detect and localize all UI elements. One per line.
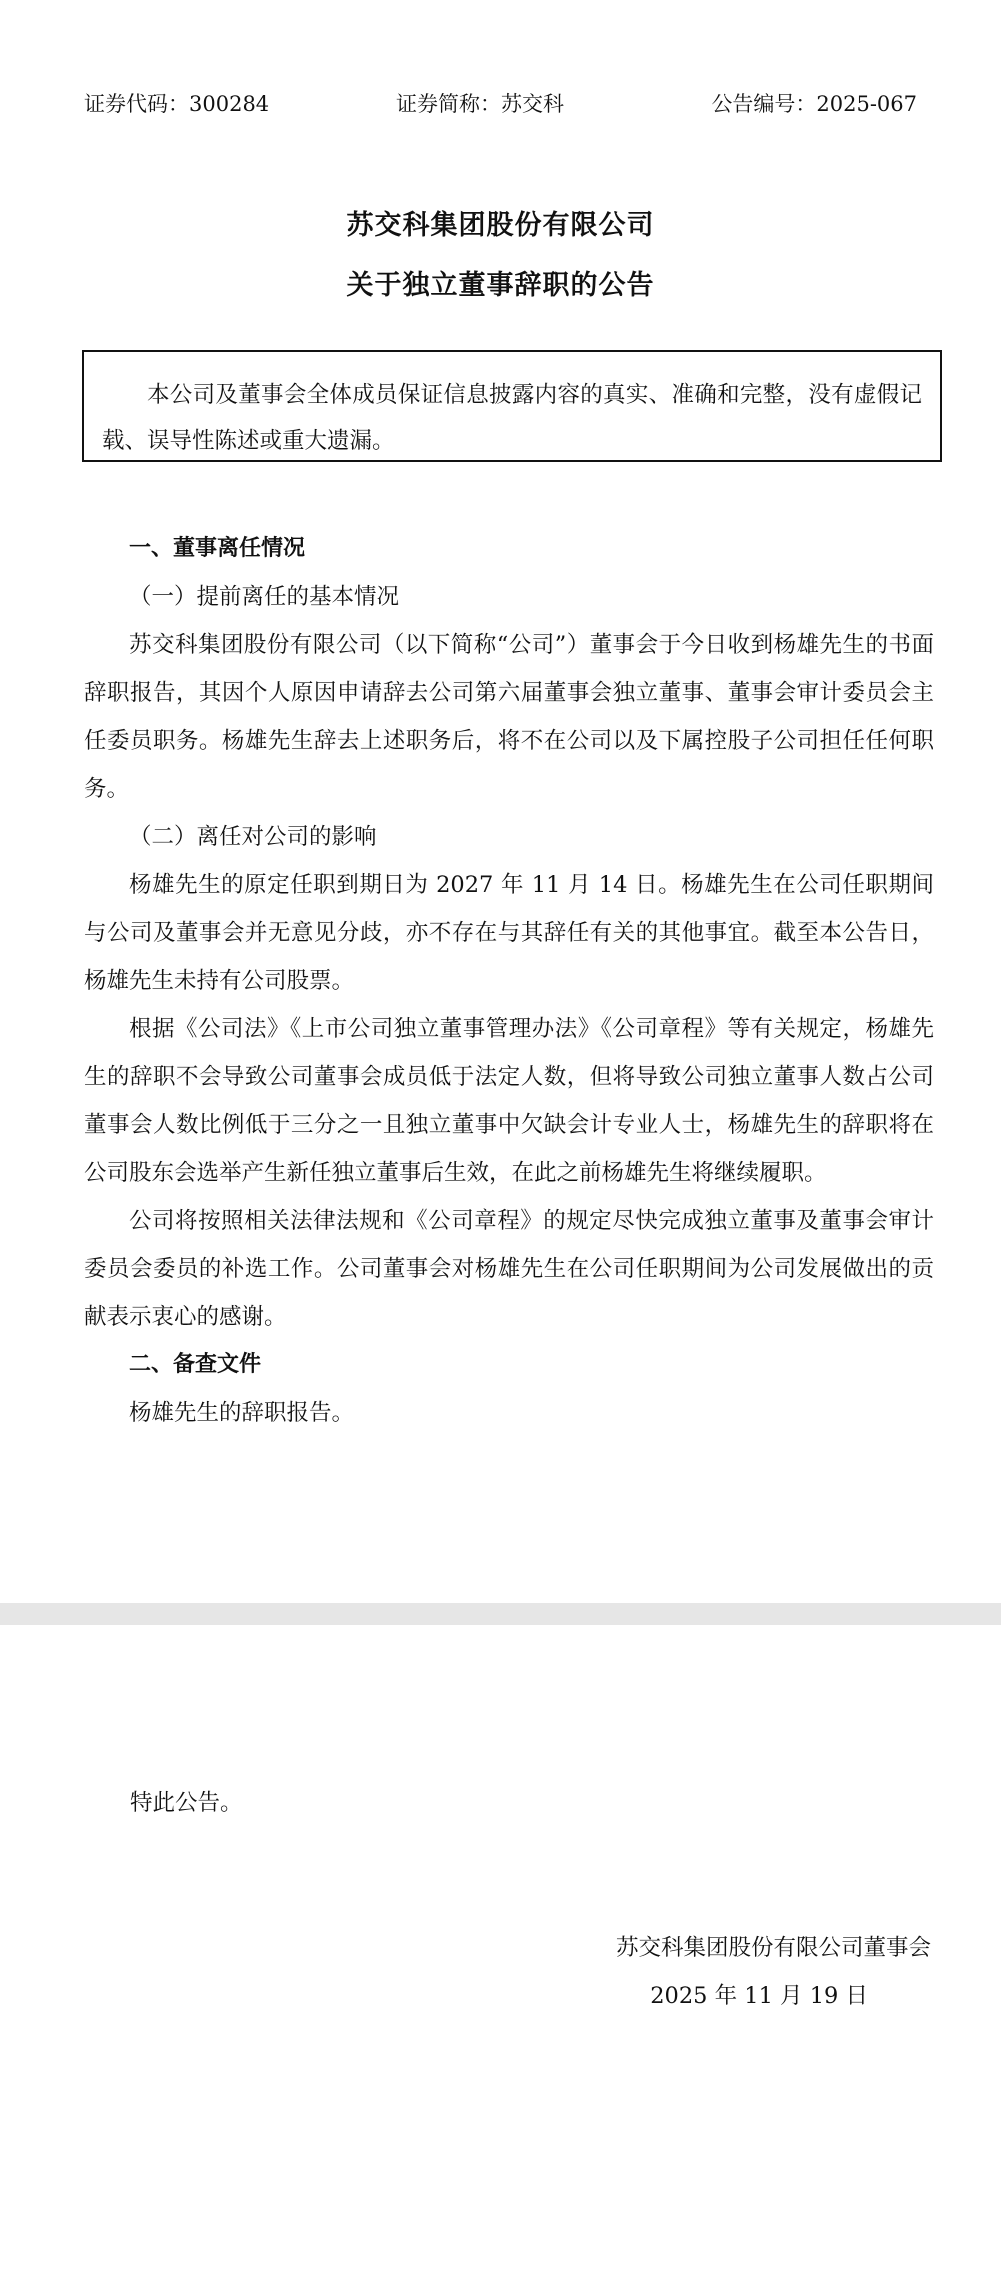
signature-organization: 苏交科集团股份有限公司董事会 [615, 1935, 931, 1961]
company-title: 苏交科集团股份有限公司 [346, 210, 655, 241]
section-1-paragraph-3: 根据《公司法》《上市公司独立董事管理办法》《公司章程》等有关规定，杨雄先生的辞职不会导致公司董事会成员低于法定人数，但将导致公司独立董事人数占公司董事会人数比例低于三分之一且独立董事中欠缺会计专业人士，杨雄先生的辞职将在公司股东会选举产生新任独立董事后生效，在此之前杨雄先生将继续履职。 [84, 1016, 934, 1186]
section-1-heading: 一、董事离任情况 [129, 536, 306, 561]
section-1-paragraph-2: 杨雄先生的原定任职到期日为 2027 年 11 月 14 日。杨雄先生在公司任职期间与公司及董事会并无意见分歧，亦不存在与其辞任有关的其他事宜。截至本公告日，杨雄先生未持有公司股票。 [84, 872, 934, 994]
section-1-sub-2: （二）离任对公司的影响 [129, 824, 377, 850]
page-separator [0, 1603, 1001, 1625]
notice-body [84, 525, 934, 1437]
section-2-heading: 二、备查文件 [129, 1352, 262, 1377]
header-meta-row [84, 88, 917, 118]
notice-title: 关于独立董事辞职的公告 [346, 270, 655, 301]
section-2-paragraph-1: 杨雄先生的辞职报告。 [129, 1400, 355, 1426]
signature-date: 2025 年 11 月 19 日 [650, 1983, 868, 2009]
section-1-paragraph-4: 公司将按照相关法律法规和《公司章程》的规定尽快完成独立董事及董事会审计委员会委员的补选工作。公司董事会对杨雄先生在公司任职期间为公司发展做出的贡献表示衷心的感谢。 [84, 1208, 934, 1330]
stock-code: 证券代码：300284 [84, 92, 270, 116]
section-1-paragraph-1: 苏交科集团股份有限公司（以下简称“公司”）董事会于今日收到杨雄先生的书面辞职报告，其因个人原因申请辞去公司第六届董事会独立董事、董事会审计委员会主任委员职务。杨雄先生辞去上述职务后，将不在公司以及下属控股子公司担任任何职务。 [84, 632, 934, 802]
disclaimer-box: 本公司及董事会全体成员保证信息披露内容的真实、准确和完整，没有虚假记载、误导性陈述或重大遗漏。 [82, 350, 942, 462]
closing-statement: 特此公告。 [130, 1790, 243, 1816]
notice-number: 公告编号：2025-067 [711, 92, 917, 116]
document-page-2 [0, 1625, 1001, 2280]
stock-abbreviation: 证券简称：苏交科 [396, 92, 564, 116]
section-1-sub-1: （一）提前离任的基本情况 [129, 584, 400, 610]
